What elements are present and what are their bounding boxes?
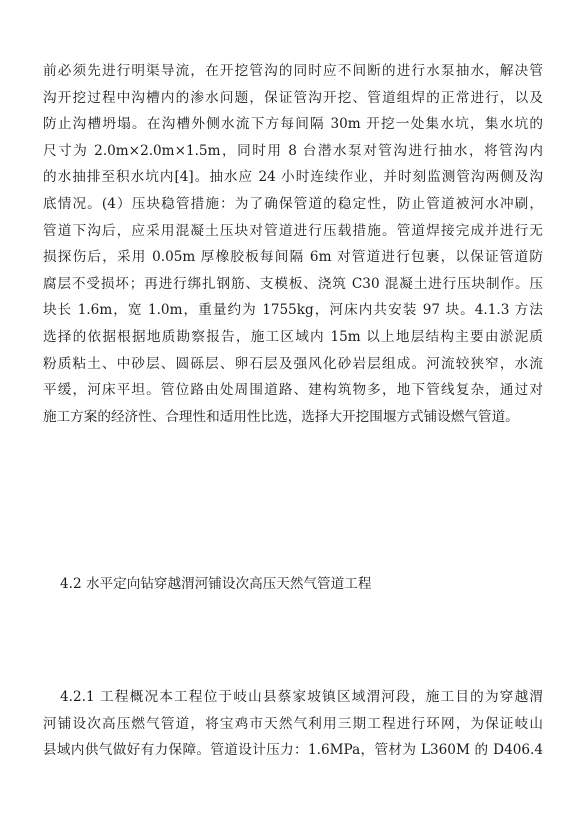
section-heading: 4.2 水平定向钻穿越渭河铺设次高压天然气管道工程 bbox=[60, 576, 372, 592]
text-line: 4.2.1 工程概况本工程位于岐山县蔡家坡镇区域渭河段，施工目的为穿越渭 bbox=[60, 689, 543, 705]
text-line: 损探伤后，采用 0.05m 厚橡胶板每间隔 6m 对管道进行包裹，以保证管道防 bbox=[43, 249, 543, 266]
text-line: 的水抽排至积水坑内[4]。抽水应 24 小时连续作业，并时刻监测管沟两侧及沟 bbox=[43, 169, 543, 186]
text-line: 施工方案的经济性、合理性和适用性比选，选择大开挖围堰方式铺设燃气管道。 bbox=[43, 408, 519, 425]
text-line: 县域内供气做好有力保障。管道设计压力：1.6MPa，管材为 L360M 的 D406.4 bbox=[43, 742, 543, 759]
text-line: 河铺设次高压燃气管道，将宝鸡市天然气利用三期工程进行环网，为保证岐山 bbox=[43, 715, 543, 732]
text-line: 平缓，河床平坦。管位路由处周围道路、建构筑物多，地下管线复杂，通过对 bbox=[43, 382, 543, 399]
text-line: 尺寸为 2.0m×2.0m×1.5m，同时用 8 台潜水泵对管沟进行抽水，将管沟内 bbox=[43, 142, 543, 159]
text-line: 块长 1.6m，宽 1.0m，重量约为 1755kg，河床内共安装 97 块。4.1.3 方法 bbox=[43, 302, 543, 319]
body-paragraph-1 bbox=[43, 58, 543, 430]
text-line: 防止沟槽坍塌。在沟槽外侧水流下方每间隔 30m 开挖一处集水坑，集水坑的 bbox=[43, 116, 543, 133]
text-line: 沟开挖过程中沟槽内的渗水问题，保证管沟开挖、管道组焊的正常进行，以及 bbox=[43, 89, 543, 106]
text-line: 腐层不受损坏；再进行绑扎钢筋、支模板、浇筑 C30 混凝土进行压块制作。压 bbox=[43, 275, 543, 292]
text-line: 选择的依据根据地质勘察报告，施工区域内 15m 以上地层结构主要由淤泥质 bbox=[43, 328, 543, 345]
text-line: 管道下沟后，应采用混凝土压块对管道进行压载措施。管道焊接完成并进行无 bbox=[43, 222, 543, 239]
text-line: 底情况。(4）压块稳管措施：为了确保管道的稳定性，防止管道被河水冲刷， bbox=[43, 195, 543, 212]
body-paragraph-2 bbox=[43, 684, 543, 764]
text-line: 粉质粘土、中砂层、圆砾层、卵石层及强风化砂岩层组成。河流较狭窄，水流 bbox=[43, 355, 543, 372]
text-line: 前必须先进行明渠导流，在开挖管沟的同时应不间断的进行水泵抽水，解决管 bbox=[43, 63, 543, 79]
